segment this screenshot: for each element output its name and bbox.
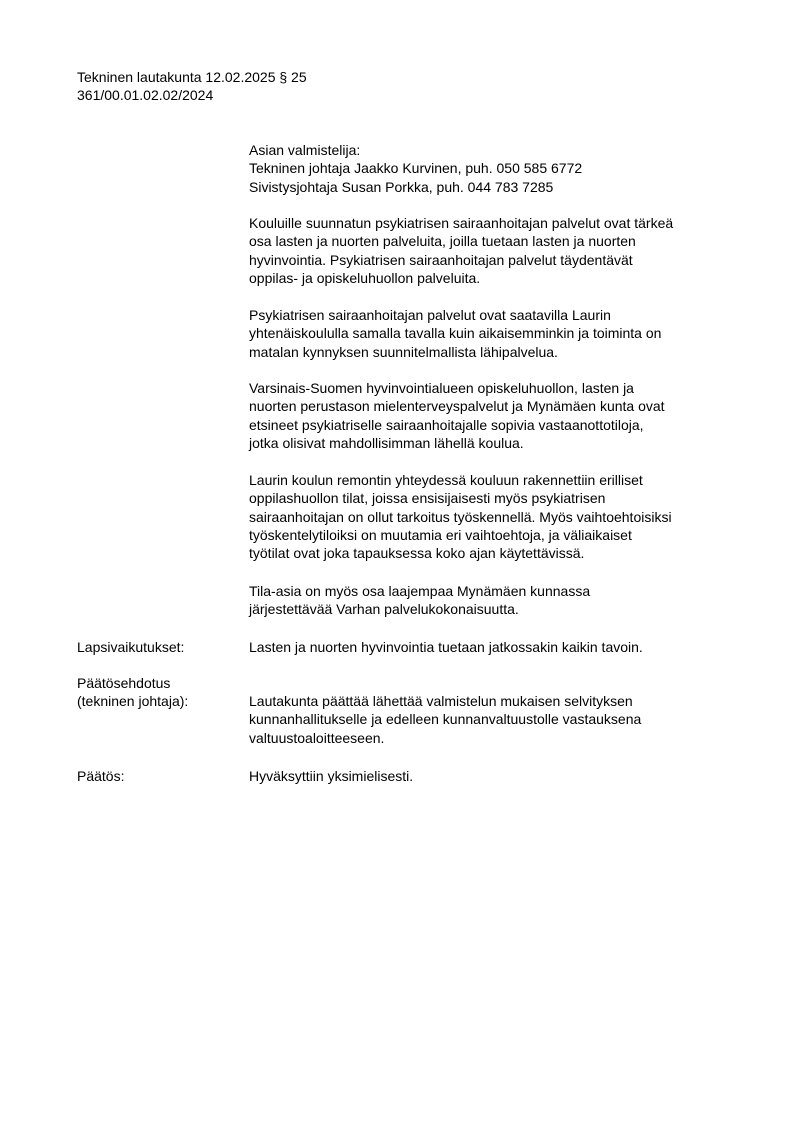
paragraph-line: jotka olisivat mahdollisimman lähellä koulua. — [249, 434, 524, 451]
record-id: 361/00.01.02.02/2024 — [77, 87, 214, 103]
preparer-block — [249, 141, 749, 196]
paragraph-line: nuorten perustason mielenterveyspalvelut ja Mynämäen kunta ovat — [249, 398, 665, 415]
paragraph-line: oppilas- ja opiskeluhuollon palveluita. — [249, 269, 481, 286]
meeting-info: Tekninen lautakunta 12.02.2025 § 25 — [77, 69, 307, 85]
paragraph-line: hyvinvointia. Psykiatrisen sairaanhoitajan palvelut täydentävät — [249, 251, 633, 268]
child-impact-text-block — [249, 638, 749, 656]
paragraph-line: järjestettävää Varhan palvelukokonaisuutta. — [249, 601, 519, 618]
document-header — [77, 68, 307, 104]
preparer-person-2: Sivistysjohtaja Susan Porkka, puh. 044 783 7285 — [249, 178, 554, 195]
paragraph-5 — [249, 582, 749, 619]
child-impact-text: Lasten ja nuorten hyvinvointia tuetaan jatkossakin kaikin tavoin. — [249, 639, 643, 655]
paragraph-line: yhtenäiskoululla samalla tavalla kuin aikaisemminkin ja toiminta on — [249, 325, 662, 342]
paragraph-line: matalan kynnyksen suunnitelmallista lähipalvelua. — [249, 343, 558, 360]
paragraph-line: oppilashuollon tilat, joissa ensisijaisesti myös psykiatrisen — [249, 490, 606, 507]
proposal-label-line-1: Päätösehdotus — [77, 675, 171, 691]
paragraph-4 — [249, 471, 749, 562]
child-impact-label: Lapsivaikutukset: — [77, 639, 185, 655]
proposal-line: valtuustoaloitteeseen. — [249, 729, 385, 746]
proposal-label-line-2: (tekninen johtaja): — [77, 693, 189, 710]
paragraph-line: Tila-asia on myös osa laajempaa Mynämäen kunnassa — [249, 583, 591, 599]
proposal-line: Lautakunta päättää lähettää valmistelun mukaisen selvityksen — [249, 693, 633, 709]
proposal-text — [249, 692, 749, 747]
preparer-person-1: Tekninen johtaja Jaakko Kurvinen, puh. 050 585 6772 — [249, 160, 583, 177]
paragraph-line: Kouluille suunnatun psykiatrisen sairaanhoitajan palvelut ovat tärkeä — [249, 215, 674, 231]
decision-label: Päätös: — [77, 768, 125, 784]
proposal-line: kunnanhallitukselle ja edelleen kunnanvaltuustolle vastauksena — [249, 711, 642, 728]
paragraph-line: työtilat ovat joka tapauksessa koko ajan käytettävissä. — [249, 545, 585, 562]
decision-text-block — [249, 767, 749, 785]
paragraph-line: Varsinais-Suomen hyvinvointialueen opiskeluhuollon, lasten ja — [249, 380, 634, 396]
paragraph-2 — [249, 306, 749, 361]
decision-text: Hyväksyttiin yksimielisesti. — [249, 768, 414, 784]
proposal-label — [77, 674, 188, 711]
paragraph-line: työskentelytiloiksi on muutamia eri vaihtoehtoja, ja väliaikaiset — [249, 526, 632, 543]
paragraph-line: Laurin koulun remontin yhteydessä kouluun rakennettiin erilliset — [249, 472, 643, 488]
paragraph-line: etsineet psykiatriselle sairaanhoitajalle sopivia vastaanottotiloja, — [249, 416, 644, 433]
paragraph-line: Psykiatrisen sairaanhoitajan palvelut ovat saatavilla Laurin — [249, 307, 611, 323]
paragraph-1 — [249, 214, 749, 287]
paragraph-line: osa lasten ja nuorten palveluita, joilla tuetaan lasten ja nuorten — [249, 233, 636, 250]
paragraph-3 — [249, 379, 749, 452]
paragraph-line: sairaanhoitajan on ollut tarkoitus työskennellä. Myös vaihtoehtoisiksi — [249, 508, 672, 525]
preparer-title: Asian valmistelija: — [249, 142, 361, 158]
